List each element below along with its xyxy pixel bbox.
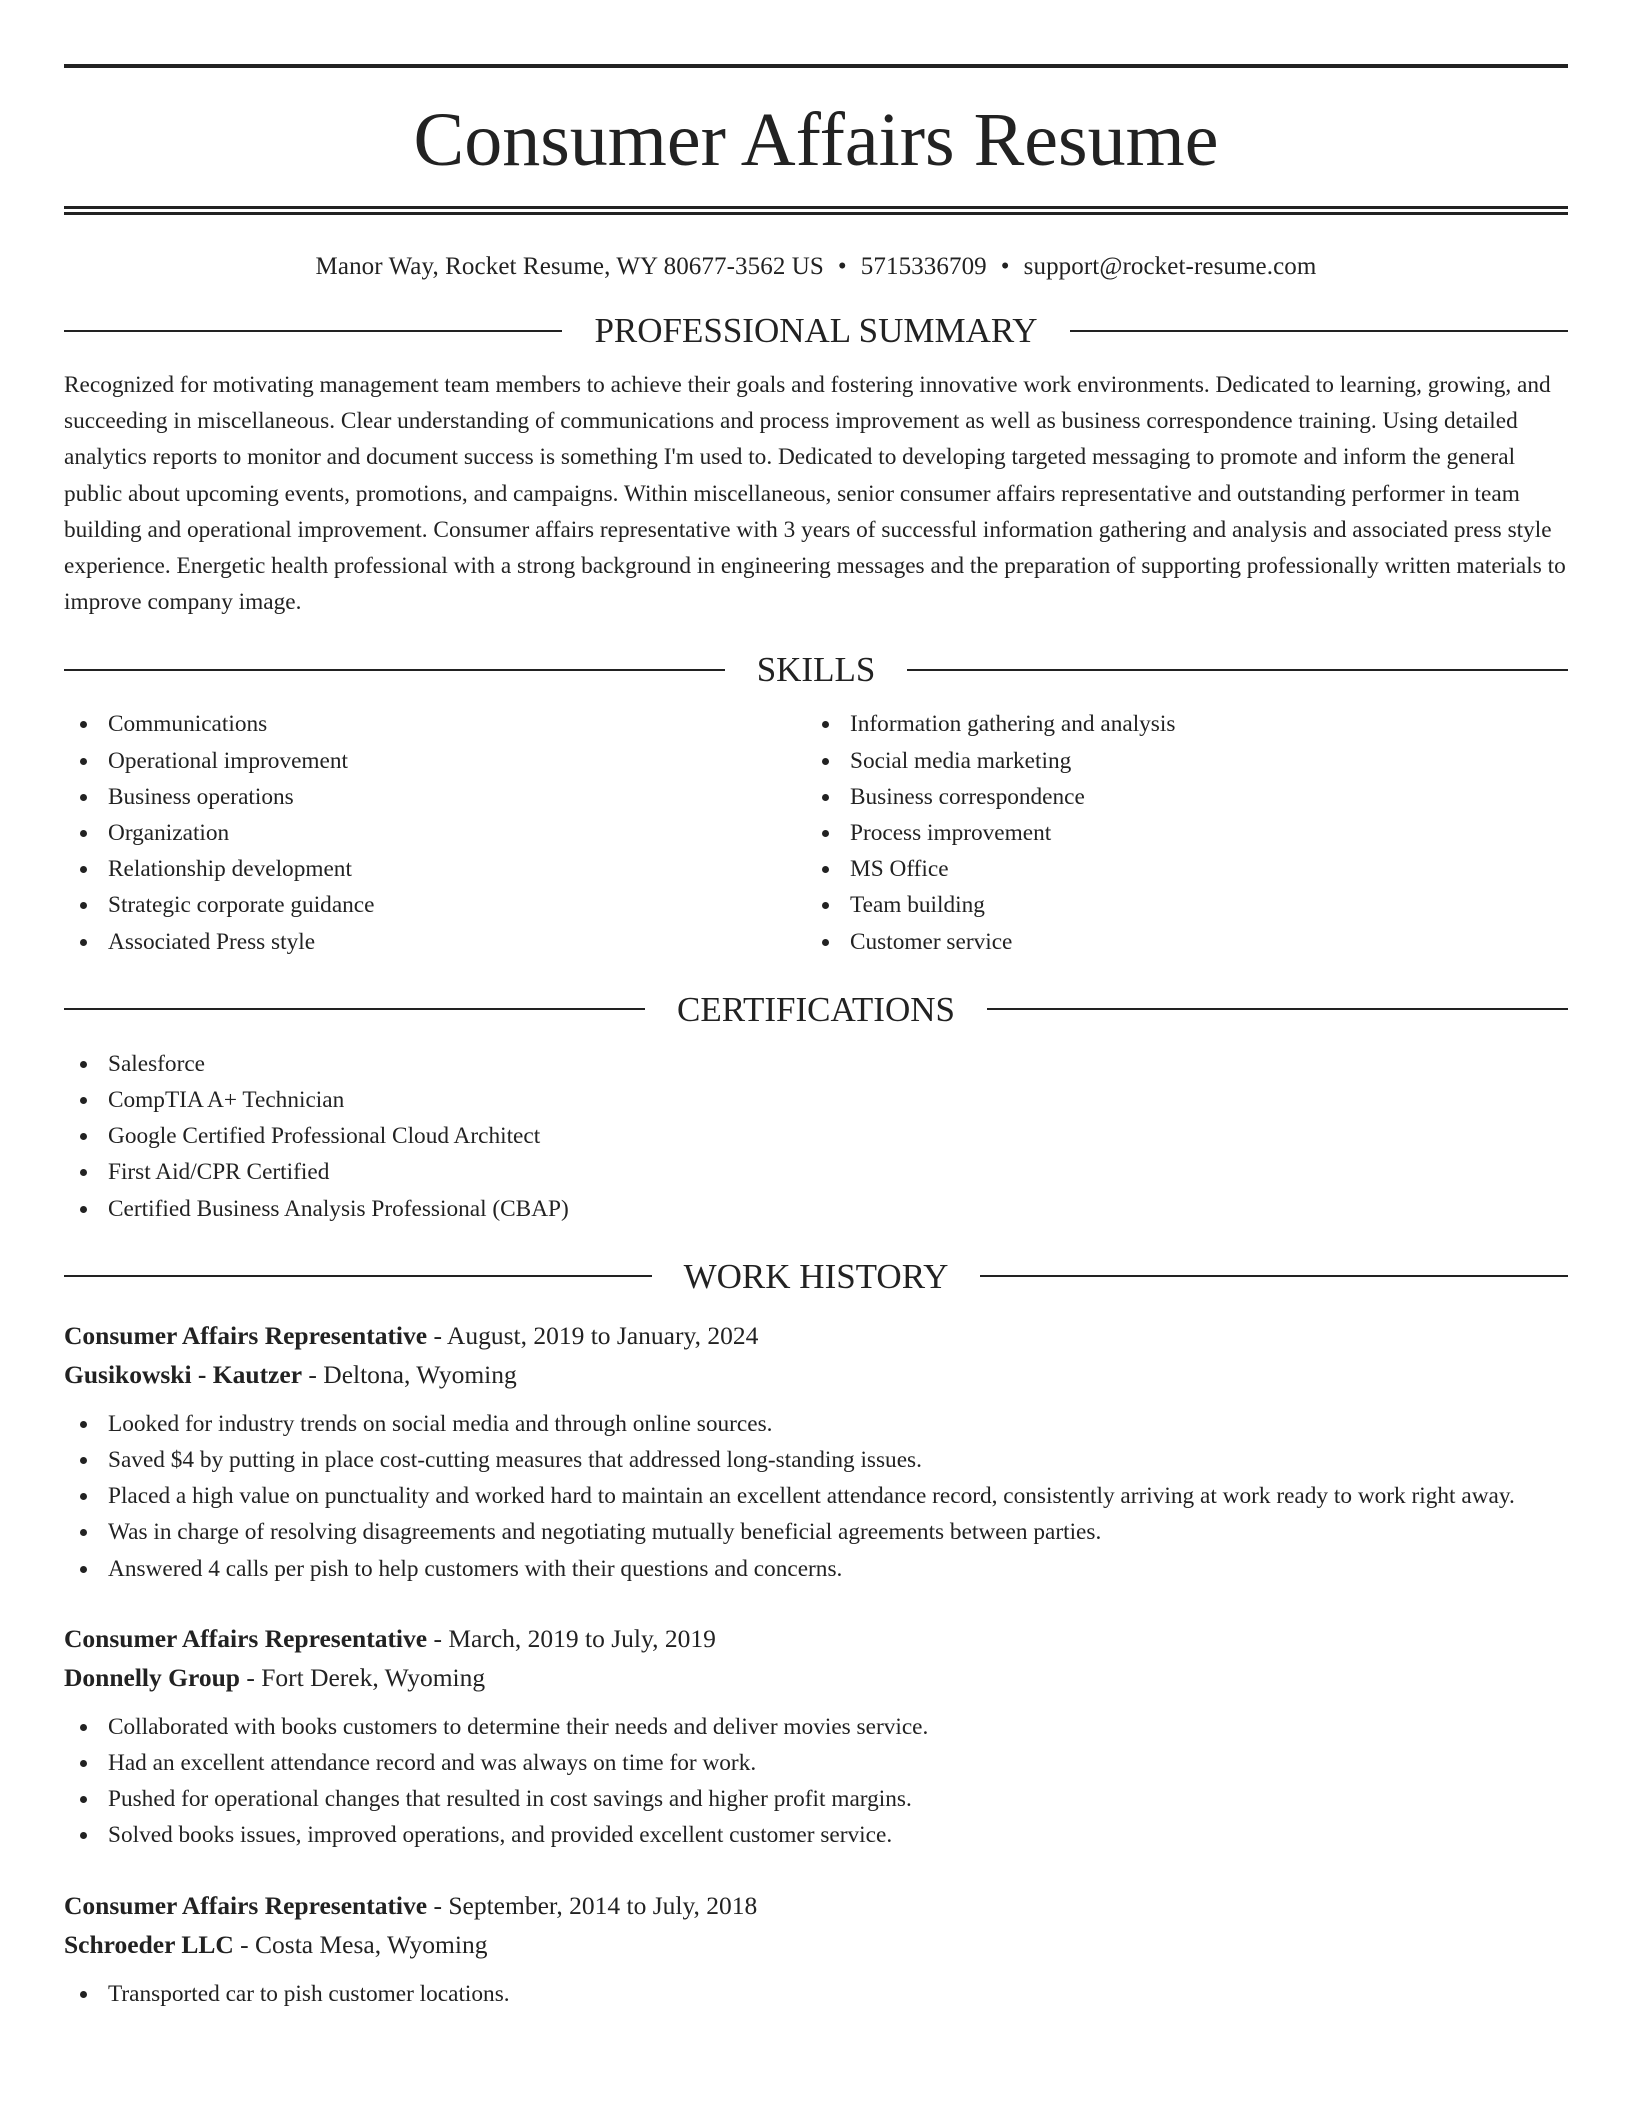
skill-item: Associated Press style — [64, 924, 806, 960]
job-entry — [64, 1316, 1568, 1587]
contact-separator: • — [1000, 253, 1010, 280]
job-title: Consumer Affairs Representative — [64, 1320, 428, 1350]
section-rule — [64, 330, 562, 332]
summary-paragraph: Recognized for motivating management team members to achieve their goals and fostering innovative work environments. Dedicated to learning, growing, and succeeding in miscellaneous. Clear understanding of communications and process improvement as well as business correspondence training. Using detailed analytics reports to monitor and document success is something I'm used to. Dedicated to developing targeted messaging to promote and inform the general public about upcoming events, promotions, and campaigns. Within miscellaneous, senior consumer affairs representative and outstanding performer in team building and operational improvement. Consumer affairs representative with 3 years of successful information gathering and analysis and associated press style experience. Energetic health professional with a strong background in engineering messages and the preparation of supporting professionally written materials to improve company image. — [64, 372, 1566, 616]
job-dates: - August, 2019 to January, 2024 — [427, 1320, 759, 1350]
skill-item: Strategic corporate guidance — [64, 887, 806, 923]
contact-address: Manor Way, Rocket Resume, WY 80677-3562 US — [315, 253, 824, 280]
job-title: Consumer Affairs Representative — [64, 1623, 428, 1653]
contact-separator: • — [837, 253, 847, 280]
skill-item: Operational improvement — [64, 743, 806, 779]
job-entry — [64, 1619, 1568, 1854]
skill-item: Organization — [64, 815, 806, 851]
job-bullet: Looked for industry trends on social media and through online sources. — [64, 1406, 1568, 1442]
job-company-line — [64, 1925, 1568, 1964]
job-bullet: Solved books issues, improved operations, and provided excellent customer service. — [64, 1817, 1568, 1853]
section-rule — [64, 1275, 652, 1277]
skill-item: Process improvement — [806, 815, 1548, 851]
certification-item: CompTIA A+ Technician — [64, 1082, 1568, 1118]
job-title: Consumer Affairs Representative — [64, 1890, 428, 1920]
skill-item: Communications — [64, 706, 806, 742]
resume-page — [64, 64, 1568, 2012]
skill-item: Business operations — [64, 779, 806, 815]
skill-item: Relationship development — [64, 851, 806, 887]
job-company: Gusikowski - Kautzer — [64, 1359, 303, 1389]
job-company: Donnelly Group — [64, 1662, 240, 1692]
section-rule — [1070, 330, 1568, 332]
resume-title: Consumer Affairs Resume — [413, 98, 1219, 182]
skills-column-left — [64, 706, 806, 959]
job-bullets — [64, 1406, 1568, 1587]
contact-phone: 5715336709 — [860, 253, 987, 280]
job-bullet: Was in charge of resolving disagreements and negotiating mutually beneficial agreements between parties. — [64, 1514, 1568, 1550]
job-dates: - March, 2019 to July, 2019 — [427, 1623, 716, 1653]
job-location: - Costa Mesa, Wyoming — [233, 1929, 488, 1959]
skill-item: Business correspondence — [806, 779, 1548, 815]
section-rule — [987, 1008, 1568, 1010]
section-rule — [64, 1008, 645, 1010]
job-location: - Deltona, Wyoming — [302, 1359, 517, 1389]
section-rule — [980, 1275, 1568, 1277]
job-bullet: Collaborated with books customers to determine their needs and deliver movies service. — [64, 1709, 1568, 1745]
certification-item: First Aid/CPR Certified — [64, 1154, 1568, 1190]
job-bullet: Pushed for operational changes that resulted in cost savings and higher profit margins. — [64, 1781, 1568, 1817]
job-title-line — [64, 1316, 1568, 1355]
certification-item: Salesforce — [64, 1046, 1568, 1082]
skill-item: Team building — [806, 887, 1548, 923]
skills-grid — [64, 706, 1568, 959]
certifications-list — [64, 1046, 1568, 1227]
section-title: SKILLS — [756, 650, 876, 690]
title-double-rule — [64, 206, 1568, 215]
job-location: - Fort Derek, Wyoming — [239, 1662, 486, 1692]
section-header-certifications — [64, 989, 1568, 1029]
job-bullet: Transported car to pish customer locations. — [64, 1976, 1568, 2012]
certification-item: Certified Business Analysis Professional (CBAP) — [64, 1191, 1568, 1227]
section-rule — [907, 669, 1568, 671]
skills-column-right — [806, 706, 1548, 959]
top-rule — [64, 64, 1568, 68]
section-header-skills — [64, 650, 1568, 690]
contact-email: support@rocket-resume.com — [1023, 253, 1317, 280]
section-title: CERTIFICATIONS — [677, 989, 955, 1029]
job-bullets — [64, 1709, 1568, 1854]
section-header-work-history — [64, 1256, 1568, 1296]
section-title: PROFESSIONAL SUMMARY — [594, 311, 1038, 350]
job-title-line — [64, 1886, 1568, 1925]
job-title-line — [64, 1619, 1568, 1658]
job-company-line — [64, 1658, 1568, 1697]
job-company-line — [64, 1355, 1568, 1394]
skill-item: MS Office — [806, 851, 1548, 887]
job-bullet: Answered 4 calls per pish to help customers with their questions and concerns. — [64, 1551, 1568, 1587]
certification-item: Google Certified Professional Cloud Architect — [64, 1118, 1568, 1154]
section-header-summary — [64, 313, 1568, 348]
job-dates: - September, 2014 to July, 2018 — [427, 1890, 758, 1920]
skill-item: Information gathering and analysis — [806, 706, 1548, 742]
section-title: WORK HISTORY — [683, 1256, 949, 1296]
skill-item: Social media marketing — [806, 743, 1548, 779]
job-bullet: Had an excellent attendance record and was always on time for work. — [64, 1745, 1568, 1781]
job-bullets — [64, 1976, 1568, 2012]
job-company: Schroeder LLC — [64, 1929, 234, 1959]
skill-item: Customer service — [806, 924, 1548, 960]
section-rule — [64, 669, 725, 671]
job-bullet: Saved $4 by putting in place cost-cutting measures that addressed long-standing issues. — [64, 1442, 1568, 1478]
job-entry — [64, 1886, 1568, 2012]
job-bullet: Placed a high value on punctuality and worked hard to maintain an excellent attendance record, consistently arriving at work ready to work right away. — [64, 1478, 1568, 1514]
contact-line — [64, 253, 1568, 281]
